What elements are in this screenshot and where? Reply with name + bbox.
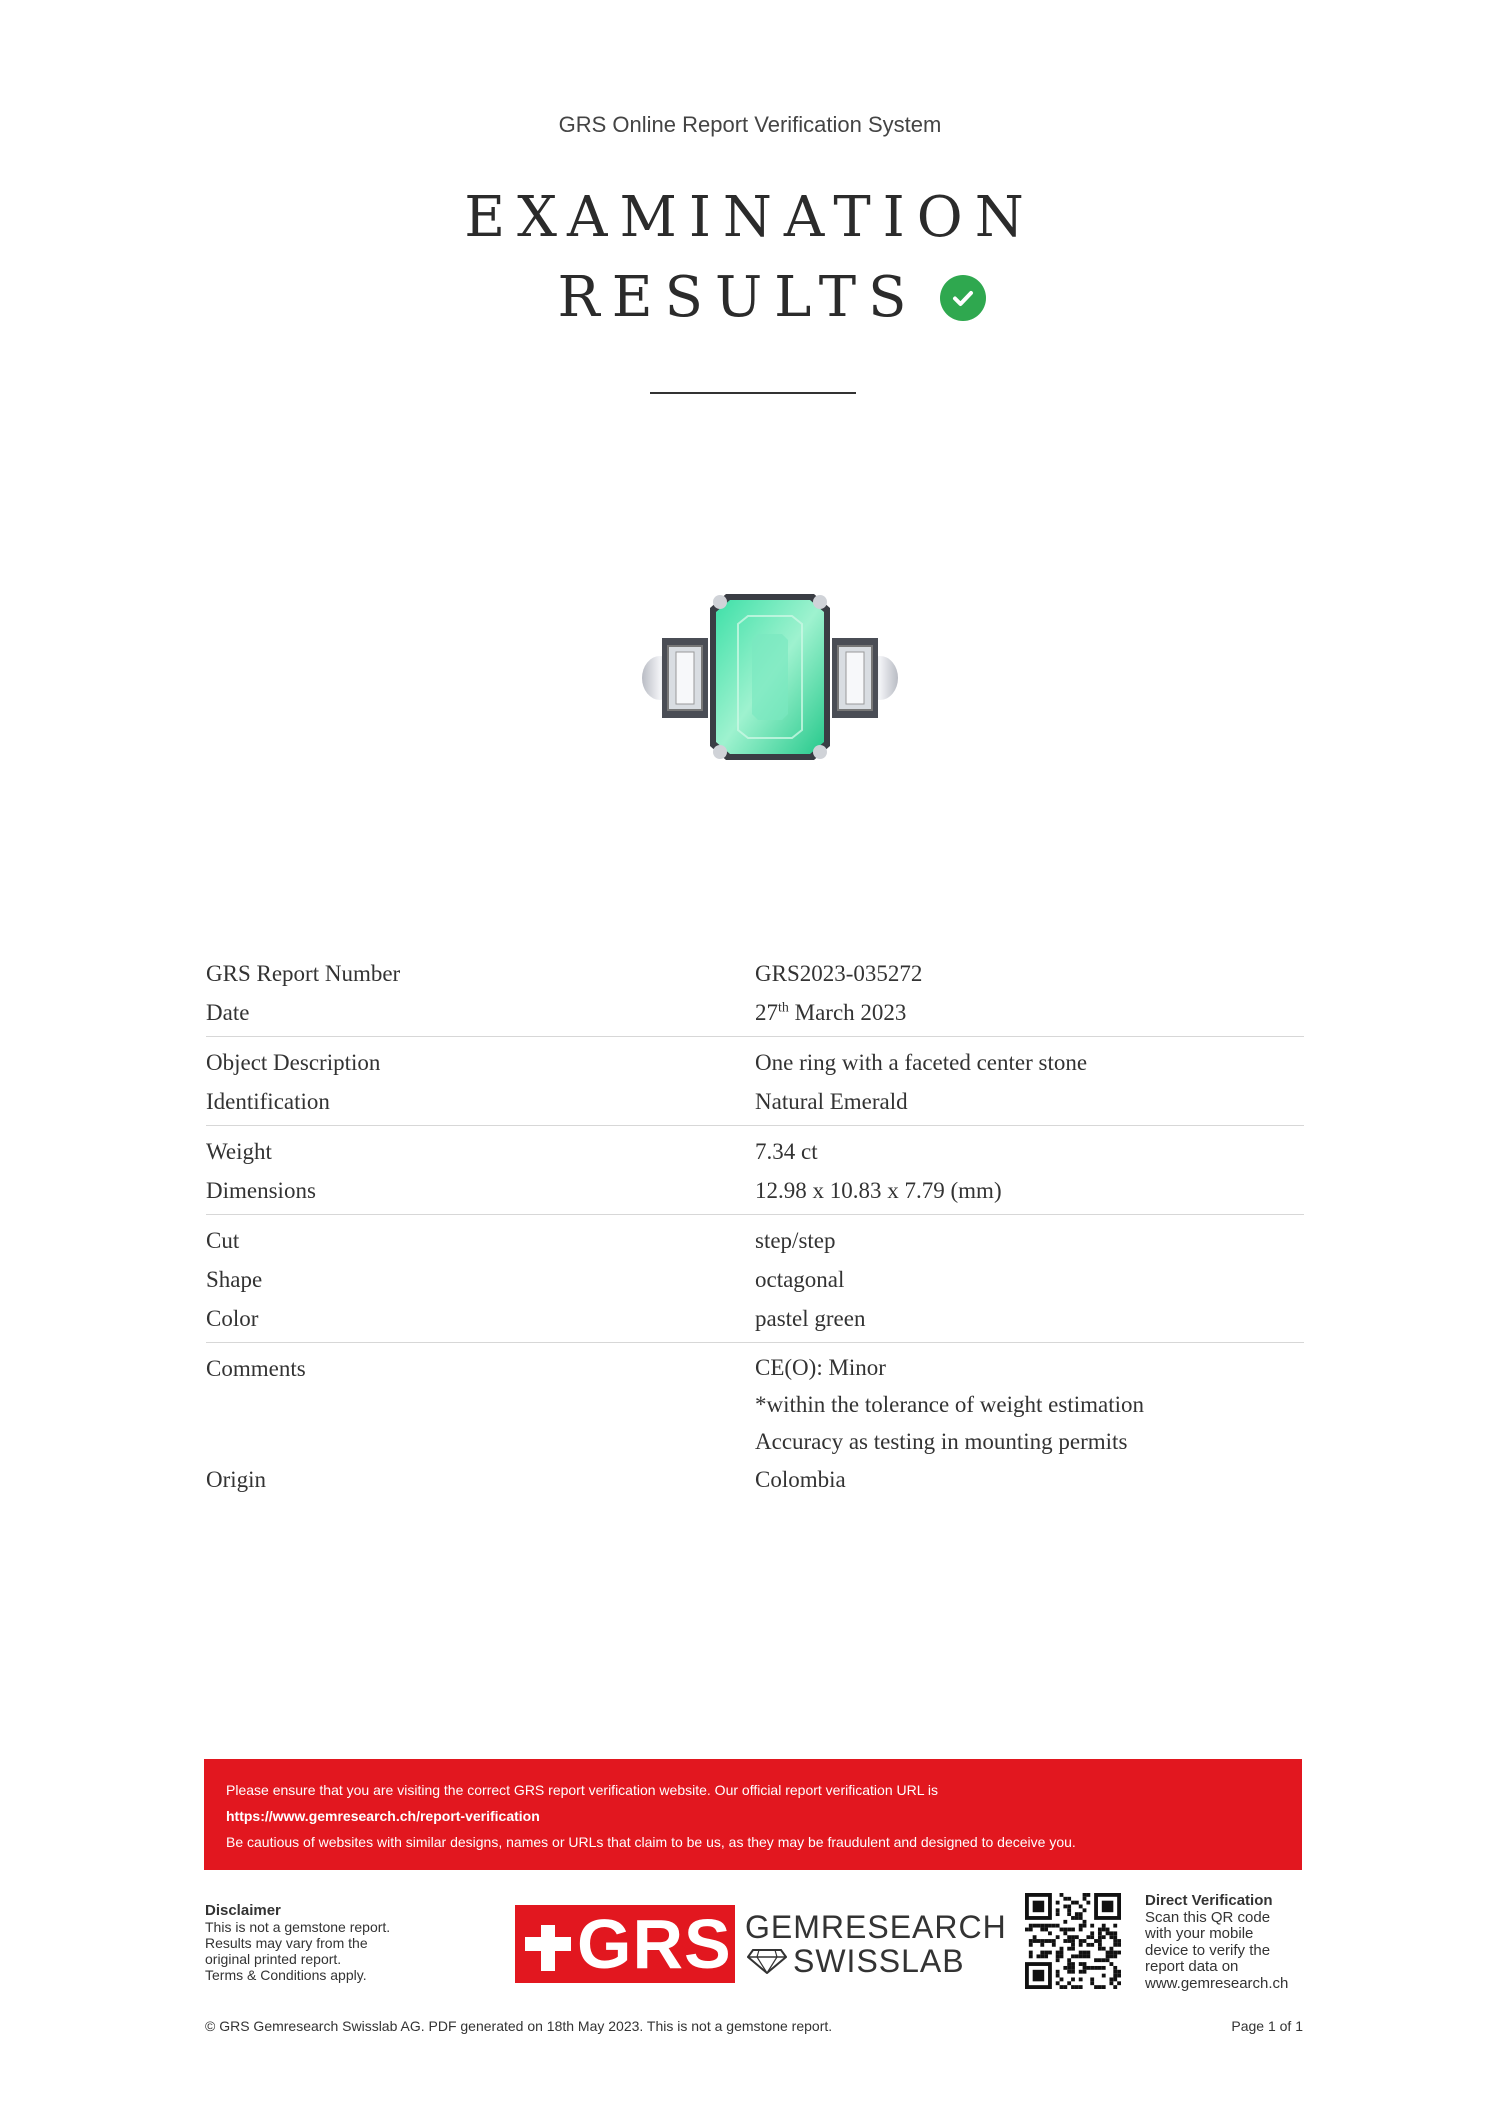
- direct-verification-line: Scan this QR code: [1145, 1908, 1271, 1926]
- detail-label: Origin: [206, 1467, 267, 1492]
- detail-row-color: [206, 1299, 1304, 1338]
- detail-value: 7.34 ct: [755, 1139, 818, 1164]
- warning-text: Please ensure that you are visiting the correct GRS report verification website. Our official report verification URL is: [226, 1782, 938, 1798]
- detail-label: Comments: [206, 1356, 306, 1381]
- detail-value: Colombia: [755, 1467, 846, 1492]
- detail-row-date: [206, 993, 1304, 1032]
- detail-label: Identification: [206, 1089, 330, 1114]
- date-ordinal: th: [778, 1000, 789, 1016]
- detail-value: 12.98 x 10.83 x 7.79 (mm): [755, 1178, 1002, 1203]
- disclaimer-line: original printed report.: [205, 1951, 342, 1967]
- direct-verification-title: Direct Verification: [1145, 1892, 1273, 1909]
- page-number: Page 1 of 1: [1231, 2018, 1303, 2034]
- details-group-comments: [206, 1343, 1304, 1503]
- logo-line1: GEMRESEARCH: [745, 1909, 1007, 1945]
- title-divider: [650, 392, 856, 394]
- detail-value: One ring with a faceted center stone: [755, 1050, 1088, 1075]
- detail-label: Object Description: [206, 1050, 381, 1075]
- details-group-appearance: [206, 1215, 1304, 1343]
- direct-verification: [1145, 1893, 1315, 1992]
- detail-value: pastel green: [755, 1306, 866, 1331]
- detail-row-report-number: [206, 954, 1304, 993]
- direct-verification-line: device to verify the: [1145, 1941, 1271, 1959]
- detail-label: GRS Report Number: [206, 961, 401, 986]
- logo-line2: SWISSLAB: [793, 1943, 965, 1979]
- fraud-warning-banner: [204, 1759, 1302, 1870]
- disclaimer-line: Results may vary from the: [205, 1935, 368, 1951]
- report-details: [206, 948, 1304, 1503]
- disclaimer-line: This is not a gemstone report.: [205, 1919, 391, 1935]
- detail-row-comments: [206, 1349, 1304, 1460]
- diamond-icon: [747, 1948, 787, 1974]
- date-rest: March 2023: [794, 1000, 907, 1025]
- footer-copyright: © GRS Gemresearch Swisslab AG. PDF generated on 18th May 2023. This is not a gemstone report.: [205, 2018, 833, 2034]
- date-day: 27: [755, 1000, 778, 1025]
- emerald-ring-image: [640, 590, 900, 765]
- disclaimer-title: Disclaimer: [205, 1902, 281, 1919]
- detail-row-weight: [206, 1132, 1304, 1171]
- detail-row-origin: [206, 1460, 1304, 1499]
- detail-row-shape: [206, 1260, 1304, 1299]
- detail-label: Shape: [206, 1267, 263, 1292]
- grs-logo-mark: [515, 1905, 735, 1983]
- swiss-cross-icon: [525, 1917, 573, 1971]
- detail-row-object-description: [206, 1043, 1304, 1082]
- comment-line: *within the tolerance of weight estimation: [755, 1392, 1144, 1417]
- grs-logo: [515, 1905, 1007, 1983]
- detail-label: Dimensions: [206, 1178, 316, 1203]
- detail-row-identification: [206, 1082, 1304, 1121]
- detail-value: octagonal: [755, 1267, 845, 1292]
- detail-row-cut: [206, 1221, 1304, 1260]
- detail-label: Weight: [206, 1139, 272, 1164]
- detail-value: GRS2023-035272: [755, 961, 923, 986]
- details-group-report: [206, 948, 1304, 1037]
- grs-logo-words: [745, 1910, 1007, 1978]
- detail-value: step/step: [755, 1228, 836, 1253]
- details-group-measurements: [206, 1126, 1304, 1215]
- comment-line: CE(O): Minor: [755, 1355, 886, 1380]
- grs-logo-text: GRS: [577, 1905, 732, 1983]
- disclaimer: [205, 1903, 435, 1983]
- detail-label: Date: [206, 1000, 250, 1025]
- detail-value-date: [755, 993, 1304, 1032]
- verification-url-link[interactable]: https://www.gemresearch.ch/report-verification: [226, 1808, 540, 1824]
- page-footer: [205, 2018, 1303, 2034]
- detail-row-dimensions: [206, 1171, 1304, 1210]
- check-circle-icon: [940, 275, 986, 321]
- detail-value-comments: [755, 1349, 1304, 1460]
- page-title-line2: [0, 265, 1500, 330]
- disclaimer-line: Terms & Conditions apply.: [205, 1967, 367, 1983]
- detail-label: Cut: [206, 1228, 240, 1253]
- details-group-object: [206, 1037, 1304, 1126]
- direct-verification-line: report data on: [1145, 1958, 1239, 1975]
- detail-label: Color: [206, 1306, 259, 1331]
- comment-line: Accuracy as testing in mounting permits: [755, 1429, 1128, 1454]
- direct-verification-line: www.gemresearch.ch: [1145, 1974, 1289, 1992]
- system-title: GRS Online Report Verification System: [558, 112, 942, 137]
- direct-verification-line: with your mobile: [1145, 1925, 1254, 1942]
- verification-qr-code[interactable]: [1025, 1893, 1121, 1989]
- page-title-line1: EXAMINATION: [464, 185, 1036, 250]
- detail-value: Natural Emerald: [755, 1089, 908, 1114]
- warning-text: Be cautious of websites with similar designs, names or URLs that claim to be us, as they may be fraudulent and designed to deceive you.: [226, 1834, 1076, 1850]
- logo-line2-wrap: [745, 1944, 1007, 1978]
- page-title-line2-text: RESULTS: [557, 265, 919, 330]
